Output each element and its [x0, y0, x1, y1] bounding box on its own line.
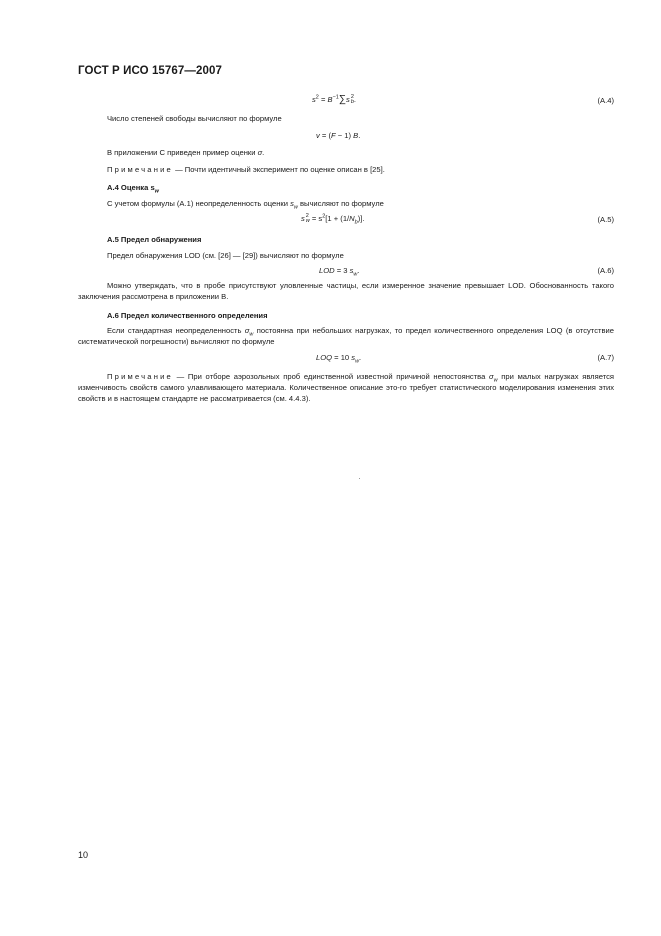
note-2: Примечание — При отборе аэрозольных проб единственной известной причиной непостоянства $\sigma_w$ при малых нагрузках является изменчивость свойств самого улавливающего материала. Количественное описание это-го требует статистического моделирования изменения этих свойств и в настоящем стандарте не рассматривается (см. 4.4.3). [78, 372, 614, 403]
paragraph-dof: Число степеней свободы вычисляют по формуле [107, 114, 282, 123]
paragraph-a6: Если стандартная неопределенность $\sigma_w$ постоянна при небольших нагрузках, то предел количественного определения LOQ (в отсутствие систематической погрешности) вычисляют по формуле [78, 326, 614, 346]
page-number: 10 [78, 850, 89, 860]
paragraph-annex-c: В приложении С приведен пример оценки σ. [107, 148, 265, 157]
section-a5-title: А.5 Предел обнаружения [107, 235, 202, 244]
note-1: Примечание — Почти идентичный эксперимент по оценке описан в [25]. [107, 165, 385, 174]
equation-number-a6: (A.6) [597, 266, 614, 275]
equation-a6: LOD = 3 $s_w$. [319, 266, 360, 278]
scan-speck [359, 478, 360, 479]
paragraph-claim: Можно утверждать, что в пробе присутствуют уловленные частицы, если измеренное значение превышает LOD. Обоснованность такого заключения рассмотрена в приложении В. [78, 281, 614, 301]
equation-number-a7: (A.7) [597, 353, 614, 362]
equation-number-a5: (A.5) [597, 215, 614, 224]
section-a4-title: А.4 Оценка $s_w$ [107, 183, 159, 195]
equation-a5: s 2 w = $s^2[1 + (1/N_b)]$. [301, 213, 365, 226]
section-a6-title: А.6 Предел количественного определения [107, 311, 268, 320]
equation-a4: $s^2 = B^{-1}\sum s$ 2 b . [312, 94, 356, 105]
paragraph-a5: Предел обнаружения LOD (см. [26] — [29]) вычисляют по формуле [107, 251, 344, 260]
document-header: ГОСТ Р ИСО 15767—2007 [78, 65, 223, 77]
paragraph-a4: С учетом формулы (А.1) неопределенность оценки $s_w$ вычисляют по формуле [107, 199, 384, 211]
equation-a7: LOQ = 10 $s_w$. [316, 353, 362, 365]
equation-nu: v = (F − 1) B. [316, 131, 361, 140]
equation-number-a4: (A.4) [597, 96, 614, 105]
